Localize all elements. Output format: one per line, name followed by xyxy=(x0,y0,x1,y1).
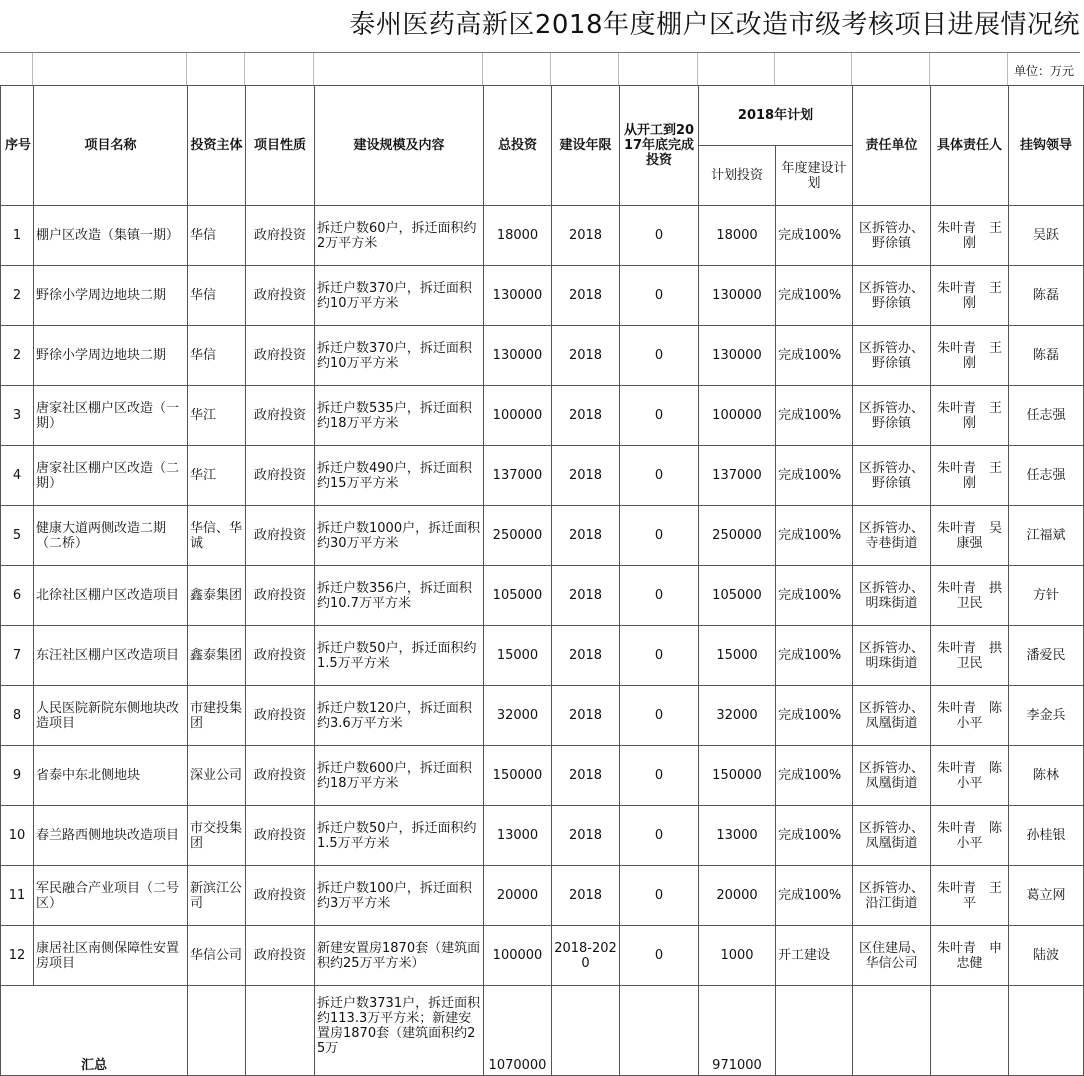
cell-person: 朱叶青 拱卫民 xyxy=(931,626,1009,686)
cell-scale: 拆迁户数120户，拆迁面积约3.6万平方米 xyxy=(315,686,484,746)
cell-seq: 3 xyxy=(1,386,34,446)
cell-scale: 拆迁户数600户，拆迁面积约18万平方米 xyxy=(315,746,484,806)
cell-dept: 区拆管办、明珠街道 xyxy=(853,626,931,686)
cell-since: 0 xyxy=(620,806,699,866)
cell-plan-goal: 完成100% xyxy=(776,746,853,806)
cell-since: 0 xyxy=(620,926,699,986)
grid-cell xyxy=(33,53,187,86)
cell-nature: 政府投资 xyxy=(246,686,315,746)
cell-years: 2018 xyxy=(552,506,620,566)
cell-dept: 区住建局、华信公司 xyxy=(853,926,931,986)
summary-cell xyxy=(620,986,699,1076)
cell-total: 20000 xyxy=(484,866,552,926)
cell-name: 人民医院新院东侧地块改造项目 xyxy=(34,686,188,746)
grid-cell xyxy=(930,53,1008,86)
table-row xyxy=(1,746,1084,806)
cell-nature: 政府投资 xyxy=(246,386,315,446)
cell-total: 150000 xyxy=(484,746,552,806)
cell-investor: 深业公司 xyxy=(188,746,246,806)
header-years: 建设年限 xyxy=(552,86,620,206)
cell-total: 13000 xyxy=(484,806,552,866)
cell-plan-goal: 完成100% xyxy=(776,386,853,446)
header-scale: 建设规模及内容 xyxy=(315,86,484,206)
cell-plan-invest: 105000 xyxy=(699,566,776,626)
cell-person: 朱叶青 王刚 xyxy=(931,206,1009,266)
cell-leader: 陈磊 xyxy=(1009,326,1084,386)
summary-cell xyxy=(552,986,620,1076)
cell-name: 野徐小学周边地块二期 xyxy=(34,266,188,326)
cell-seq: 2 xyxy=(1,326,34,386)
page-title: 泰州医药高新区2018年度棚户区改造市级考核项目进展情况统 xyxy=(349,10,1080,40)
cell-person: 朱叶青 王刚 xyxy=(931,326,1009,386)
cell-name: 春兰路西侧地块改造项目 xyxy=(34,806,188,866)
cell-since: 0 xyxy=(620,266,699,326)
cell-since: 0 xyxy=(620,866,699,926)
summary-label: 汇总 xyxy=(1,986,188,1076)
cell-dept: 区拆管办、野徐镇 xyxy=(853,206,931,266)
header-person: 具体责任人 xyxy=(931,86,1009,206)
cell-plan-invest: 1000 xyxy=(699,926,776,986)
cell-plan-invest: 130000 xyxy=(699,266,776,326)
cell-scale: 拆迁户数50户，拆迁面积约1.5万平方米 xyxy=(315,626,484,686)
cell-seq: 7 xyxy=(1,626,34,686)
header-dept: 责任单位 xyxy=(853,86,931,206)
cell-dept: 区拆管办、野徐镇 xyxy=(853,266,931,326)
cell-total: 130000 xyxy=(484,266,552,326)
grid-cell xyxy=(775,53,852,86)
cell-since: 0 xyxy=(620,326,699,386)
cell-scale: 拆迁户数370户，拆迁面积约10万平方米 xyxy=(315,326,484,386)
cell-total: 130000 xyxy=(484,326,552,386)
cell-total: 137000 xyxy=(484,446,552,506)
cell-investor: 市建投集团 xyxy=(188,686,246,746)
unit-label: 单位：万元 xyxy=(1013,64,1074,78)
cell-total: 105000 xyxy=(484,566,552,626)
cell-leader: 江福斌 xyxy=(1009,506,1084,566)
cell-dept: 区拆管办、凤凰街道 xyxy=(853,806,931,866)
cell-total: 100000 xyxy=(484,926,552,986)
cell-person: 朱叶青 吴康强 xyxy=(931,506,1009,566)
cell-total: 100000 xyxy=(484,386,552,446)
cell-name: 康居社区南侧保障性安置房项目 xyxy=(34,926,188,986)
cell-person: 朱叶青 陈小平 xyxy=(931,746,1009,806)
header-leader: 挂钩领导 xyxy=(1009,86,1084,206)
cell-scale: 拆迁户数356户，拆迁面积约10.7万平方米 xyxy=(315,566,484,626)
cell-plan-goal: 完成100% xyxy=(776,506,853,566)
cell-plan-invest: 32000 xyxy=(699,686,776,746)
cell-name: 野徐小学周边地块二期 xyxy=(34,326,188,386)
summary-scale: 拆迁户数3731户，拆迁面积约113.3万平方米；新建安置房1870套（建筑面积约25万 xyxy=(315,986,484,1076)
cell-person: 朱叶青 拱卫民 xyxy=(931,566,1009,626)
cell-scale: 拆迁户数1000户，拆迁面积约30万平方米 xyxy=(315,506,484,566)
cell-name: 健康大道两侧改造二期（二桥） xyxy=(34,506,188,566)
cell-dept: 区拆管办、凤凰街道 xyxy=(853,686,931,746)
cell-total: 18000 xyxy=(484,206,552,266)
project-table xyxy=(0,85,1084,1076)
cell-leader: 陆波 xyxy=(1009,926,1084,986)
cell-nature: 政府投资 xyxy=(246,746,315,806)
summary-cell xyxy=(776,986,853,1076)
cell-scale: 拆迁户数100户，拆迁面积约3万平方米 xyxy=(315,866,484,926)
cell-investor: 市交投集团 xyxy=(188,806,246,866)
cell-scale: 新建安置房1870套（建筑面积约25万平方米） xyxy=(315,926,484,986)
cell-years: 2018 xyxy=(552,266,620,326)
cell-nature: 政府投资 xyxy=(246,446,315,506)
cell-investor: 鑫泰集团 xyxy=(188,566,246,626)
table-row xyxy=(1,326,1084,386)
unit-row xyxy=(0,53,1080,85)
cell-total: 32000 xyxy=(484,686,552,746)
summary-cell xyxy=(931,986,1009,1076)
cell-nature: 政府投资 xyxy=(246,506,315,566)
cell-plan-invest: 130000 xyxy=(699,326,776,386)
cell-investor: 华信、华诚 xyxy=(188,506,246,566)
cell-person: 朱叶青 王刚 xyxy=(931,446,1009,506)
cell-person: 朱叶青 申忠健 xyxy=(931,926,1009,986)
cell-plan-goal: 完成100% xyxy=(776,206,853,266)
cell-scale: 拆迁户数50户，拆迁面积约1.5万平方米 xyxy=(315,806,484,866)
grid-cell xyxy=(187,53,245,86)
header-name: 项目名称 xyxy=(34,86,188,206)
header-seq: 序号 xyxy=(1,86,34,206)
table-row xyxy=(1,926,1084,986)
cell-plan-invest: 20000 xyxy=(699,866,776,926)
cell-person: 朱叶青 陈小平 xyxy=(931,806,1009,866)
cell-seq: 10 xyxy=(1,806,34,866)
table-row xyxy=(1,386,1084,446)
cell-plan-goal: 开工建设 xyxy=(776,926,853,986)
cell-years: 2018 xyxy=(552,806,620,866)
cell-name: 军民融合产业项目（二号区） xyxy=(34,866,188,926)
table-row xyxy=(1,266,1084,326)
cell-nature: 政府投资 xyxy=(246,866,315,926)
cell-leader: 葛立网 xyxy=(1009,866,1084,926)
cell-nature: 政府投资 xyxy=(246,626,315,686)
header-since: 从开工到2017年底完成投资 xyxy=(620,86,699,206)
cell-plan-goal: 完成100% xyxy=(776,446,853,506)
cell-plan-invest: 15000 xyxy=(699,626,776,686)
cell-dept: 区拆管办、沿江街道 xyxy=(853,866,931,926)
grid-cell xyxy=(852,53,930,86)
cell-nature: 政府投资 xyxy=(246,926,315,986)
cell-name: 唐家社区棚户区改造（二期） xyxy=(34,446,188,506)
header-plan-invest: 计划投资 xyxy=(699,146,776,206)
grid-cell xyxy=(619,53,698,86)
cell-name: 棚户区改造（集镇一期） xyxy=(34,206,188,266)
cell-investor: 华信 xyxy=(188,206,246,266)
cell-investor: 华信公司 xyxy=(188,926,246,986)
cell-leader: 任志强 xyxy=(1009,386,1084,446)
cell-name: 省泰中东北侧地块 xyxy=(34,746,188,806)
cell-name: 东汪社区棚户区改造项目 xyxy=(34,626,188,686)
cell-plan-goal: 完成100% xyxy=(776,326,853,386)
header-total: 总投资 xyxy=(484,86,552,206)
table-row xyxy=(1,566,1084,626)
cell-nature: 政府投资 xyxy=(246,806,315,866)
cell-dept: 区拆管办、野徐镇 xyxy=(853,446,931,506)
cell-dept: 区拆管办、野徐镇 xyxy=(853,386,931,446)
header-nature: 项目性质 xyxy=(246,86,315,206)
cell-person: 朱叶青 陈小平 xyxy=(931,686,1009,746)
cell-plan-invest: 150000 xyxy=(699,746,776,806)
cell-leader: 陈磊 xyxy=(1009,266,1084,326)
cell-plan-goal: 完成100% xyxy=(776,626,853,686)
grid-cell xyxy=(551,53,619,86)
cell-since: 0 xyxy=(620,446,699,506)
table-row xyxy=(1,206,1084,266)
summary-cell xyxy=(188,986,246,1076)
table-row xyxy=(1,446,1084,506)
grid-cell xyxy=(483,53,551,86)
cell-investor: 华江 xyxy=(188,446,246,506)
summary-cell xyxy=(246,986,315,1076)
summary-total: 1070000 xyxy=(484,986,552,1076)
table-row xyxy=(1,866,1084,926)
cell-nature: 政府投资 xyxy=(246,566,315,626)
header-row-1 xyxy=(1,86,1084,146)
cell-leader: 李金兵 xyxy=(1009,686,1084,746)
cell-total: 250000 xyxy=(484,506,552,566)
cell-plan-goal: 完成100% xyxy=(776,866,853,926)
cell-plan-invest: 250000 xyxy=(699,506,776,566)
table-row xyxy=(1,806,1084,866)
cell-scale: 拆迁户数60户，拆迁面积约2万平方米 xyxy=(315,206,484,266)
cell-years: 2018-2020 xyxy=(552,926,620,986)
cell-years: 2018 xyxy=(552,206,620,266)
cell-seq: 8 xyxy=(1,686,34,746)
summary-row xyxy=(1,986,1084,1076)
cell-person: 朱叶青 王刚 xyxy=(931,266,1009,326)
cell-person: 朱叶青 王刚 xyxy=(931,386,1009,446)
cell-investor: 华江 xyxy=(188,386,246,446)
summary-cell xyxy=(853,986,931,1076)
summary-cell xyxy=(1009,986,1084,1076)
cell-plan-goal: 完成100% xyxy=(776,686,853,746)
cell-seq: 11 xyxy=(1,866,34,926)
cell-since: 0 xyxy=(620,686,699,746)
cell-plan-invest: 100000 xyxy=(699,386,776,446)
cell-person: 朱叶青 王平 xyxy=(931,866,1009,926)
cell-leader: 任志强 xyxy=(1009,446,1084,506)
cell-plan-goal: 完成100% xyxy=(776,566,853,626)
cell-investor: 新滨江公司 xyxy=(188,866,246,926)
table-body xyxy=(1,206,1084,986)
cell-total: 15000 xyxy=(484,626,552,686)
cell-years: 2018 xyxy=(552,626,620,686)
cell-plan-invest: 18000 xyxy=(699,206,776,266)
cell-leader: 方针 xyxy=(1009,566,1084,626)
title-row xyxy=(0,0,1080,53)
header-investor: 投资主体 xyxy=(188,86,246,206)
table-row xyxy=(1,506,1084,566)
cell-seq: 6 xyxy=(1,566,34,626)
cell-dept: 区拆管办、野徐镇 xyxy=(853,326,931,386)
cell-nature: 政府投资 xyxy=(246,266,315,326)
cell-since: 0 xyxy=(620,506,699,566)
cell-years: 2018 xyxy=(552,866,620,926)
cell-leader: 潘爱民 xyxy=(1009,626,1084,686)
grid-cell xyxy=(314,53,483,86)
cell-scale: 拆迁户数535户，拆迁面积约18万平方米 xyxy=(315,386,484,446)
cell-plan-invest: 137000 xyxy=(699,446,776,506)
cell-since: 0 xyxy=(620,566,699,626)
cell-dept: 区拆管办、凤凰街道 xyxy=(853,746,931,806)
grid-cell xyxy=(245,53,314,86)
grid-cell xyxy=(0,53,33,86)
cell-scale: 拆迁户数490户，拆迁面积约15万平方米 xyxy=(315,446,484,506)
header-plan2018: 2018年计划 xyxy=(699,86,853,146)
cell-seq: 1 xyxy=(1,206,34,266)
cell-nature: 政府投资 xyxy=(246,326,315,386)
cell-seq: 9 xyxy=(1,746,34,806)
cell-nature: 政府投资 xyxy=(246,206,315,266)
cell-leader: 孙桂银 xyxy=(1009,806,1084,866)
cell-leader: 陈林 xyxy=(1009,746,1084,806)
cell-years: 2018 xyxy=(552,566,620,626)
cell-since: 0 xyxy=(620,386,699,446)
cell-investor: 华信 xyxy=(188,326,246,386)
cell-since: 0 xyxy=(620,626,699,686)
cell-dept: 区拆管办、寺巷街道 xyxy=(853,506,931,566)
cell-scale: 拆迁户数370户，拆迁面积约10万平方米 xyxy=(315,266,484,326)
cell-seq: 4 xyxy=(1,446,34,506)
summary-plan-invest: 971000 xyxy=(699,986,776,1076)
cell-years: 2018 xyxy=(552,386,620,446)
cell-years: 2018 xyxy=(552,746,620,806)
cell-name: 北徐社区棚户区改造项目 xyxy=(34,566,188,626)
cell-plan-invest: 13000 xyxy=(699,806,776,866)
cell-seq: 2 xyxy=(1,266,34,326)
cell-years: 2018 xyxy=(552,326,620,386)
cell-investor: 鑫泰集团 xyxy=(188,626,246,686)
grid-cell xyxy=(698,53,775,86)
cell-years: 2018 xyxy=(552,686,620,746)
cell-since: 0 xyxy=(620,206,699,266)
cell-plan-goal: 完成100% xyxy=(776,806,853,866)
cell-since: 0 xyxy=(620,746,699,806)
header-plan-goal: 年度建设计划 xyxy=(776,146,853,206)
cell-name: 唐家社区棚户区改造（一期） xyxy=(34,386,188,446)
cell-investor: 华信 xyxy=(188,266,246,326)
cell-seq: 12 xyxy=(1,926,34,986)
cell-years: 2018 xyxy=(552,446,620,506)
table-row xyxy=(1,686,1084,746)
cell-leader: 吴跃 xyxy=(1009,206,1084,266)
table-row xyxy=(1,626,1084,686)
cell-plan-goal: 完成100% xyxy=(776,266,853,326)
cell-seq: 5 xyxy=(1,506,34,566)
cell-dept: 区拆管办、明珠街道 xyxy=(853,566,931,626)
